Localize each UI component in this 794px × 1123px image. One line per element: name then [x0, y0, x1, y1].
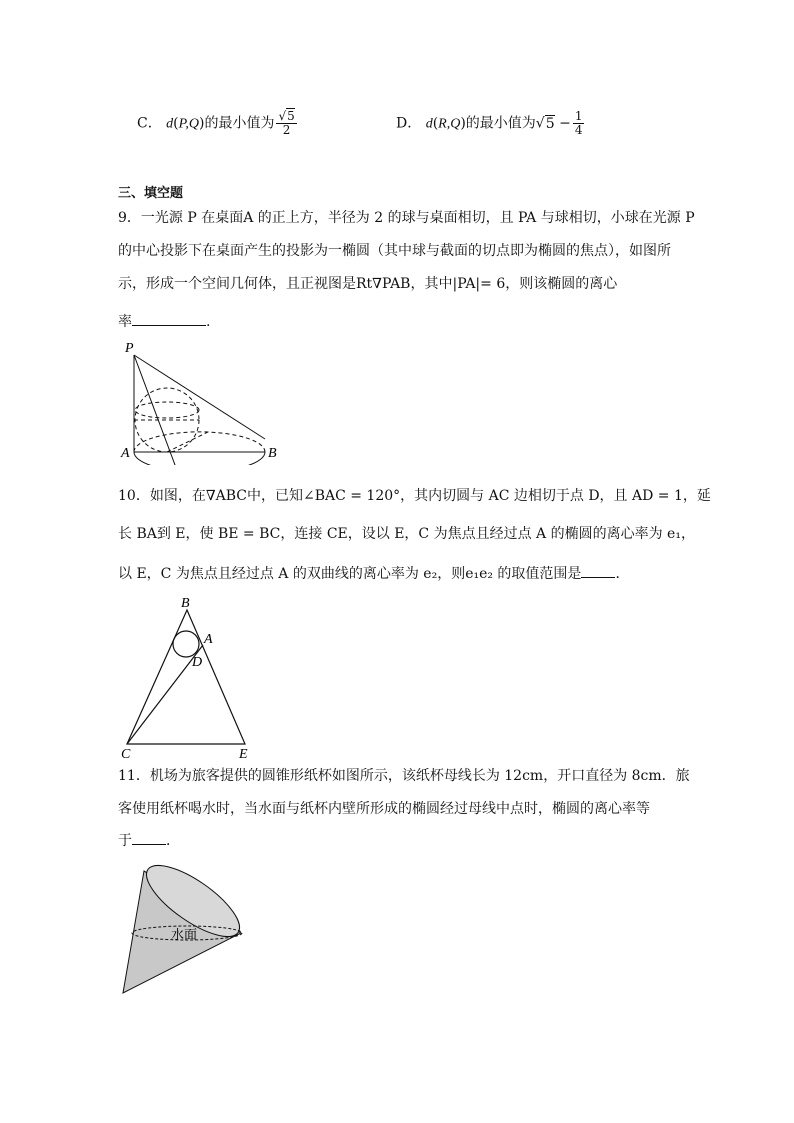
q9-line1: 9．一光源 P 在桌面A 的正上方，半径为 2 的球与桌面相切，且 PA 与球相切，小球在光源 P: [118, 210, 695, 226]
q9-dashed-2: [167, 431, 210, 452]
q9-line2: 的中心投影下在桌面产生的投影为一椭圆（其中球与截面的切点即为椭圆的焦点），如图所: [118, 243, 671, 259]
option-d-den: 4: [574, 123, 583, 137]
option-c-den: 2: [282, 123, 291, 137]
option-d-d: d: [425, 116, 433, 132]
q10-line3-suffix: ．: [615, 566, 630, 582]
q10-figure: [115, 592, 265, 762]
option-d-args: R,Q: [438, 116, 461, 132]
q10-line3-text: 以 E，C 为焦点且经过点 A 的双曲线的离心率为 e₂，则e₁e₂ 的取值范围是: [118, 566, 582, 582]
q9-label-b: B: [268, 446, 277, 461]
q11-line3-prefix: 于: [118, 833, 132, 849]
option-c-text: 的最小值为: [204, 115, 275, 132]
q9-label-a: A: [121, 446, 130, 461]
q10-answer-blank[interactable]: [581, 577, 615, 578]
q10-label-e: E: [239, 747, 248, 762]
q9-ellipse-front: [134, 452, 265, 465]
option-d-minus: −: [559, 115, 571, 132]
q10-incircle: [173, 631, 199, 657]
option-c-sqrt-arg: 5: [287, 109, 295, 123]
section-title: 三、填空题: [118, 186, 184, 201]
q9-line3: 示，形成一个空间几何体，且正视图是Rt∇PAB，其中|PA|= 6，则该椭圆的离心: [118, 276, 618, 292]
q10-label-a: A: [204, 632, 213, 647]
q11-line3-suffix: ．: [166, 833, 180, 849]
option-c-d: d: [166, 116, 174, 132]
option-d-fraction: [573, 110, 585, 137]
q9-line-slant: [134, 355, 178, 465]
option-d: D． d(R,Q)的最小值为√5 − $\frac{1}{4}$: [396, 109, 583, 137]
option-c: C． d(P,Q)的最小值为 $\frac{√5}{2}$: [137, 109, 295, 137]
q10-label-c: C: [121, 747, 131, 762]
q11-line3: [118, 833, 180, 849]
option-d-num: 1: [574, 109, 583, 123]
q9-label-p: P: [125, 341, 134, 356]
q9-line4-prefix: 率: [118, 314, 132, 330]
q11-figure: [115, 855, 255, 1000]
option-d-text: 的最小值为: [465, 115, 536, 132]
q11-answer-blank[interactable]: [132, 844, 166, 845]
q10-line2: 长 BA到 E，使 BE = BC，连接 CE，设以 E，C 为焦点且经过点 A 的椭圆的离心率为 e₁，: [118, 526, 695, 542]
option-c-fraction: $\frac{√5}{2}$: [278, 109, 295, 137]
option-c-args: P,Q: [178, 116, 199, 132]
q9-answer-blank[interactable]: [132, 325, 206, 326]
q10-line1: 10．如图，在∇ABC中，已知∠BAC = 120°，其内切圆与 AC 边相切于点 D，且 AD = 1，延: [118, 488, 711, 504]
q9-line-pb: [134, 355, 265, 439]
q10-label-b: B: [181, 596, 190, 611]
q9-sphere-equator: [135, 402, 199, 418]
q11-water-label: 水面: [171, 927, 198, 942]
q10-label-d: D: [192, 655, 203, 670]
q11-line1: 11．机场为旅客提供的圆锥形纸杯如图所示，该纸杯母线长为 12cm，开口直径为 8cm．旅: [118, 768, 690, 784]
q9-line4-suffix: .: [206, 314, 211, 330]
q9-figure: [115, 335, 290, 465]
q10-line3: [118, 566, 629, 582]
q9-line4: [118, 314, 210, 330]
q11-line2: 客使用纸杯喝水时，当水面与纸杯内壁所形成的椭圆经过母线中点时，椭圆的离心率等: [118, 801, 650, 817]
option-d-sqrt-arg: 5: [545, 115, 555, 132]
option-d-label: D．: [396, 115, 422, 132]
option-c-label: C．: [137, 115, 162, 132]
q10-triangle-bce: [127, 610, 245, 744]
